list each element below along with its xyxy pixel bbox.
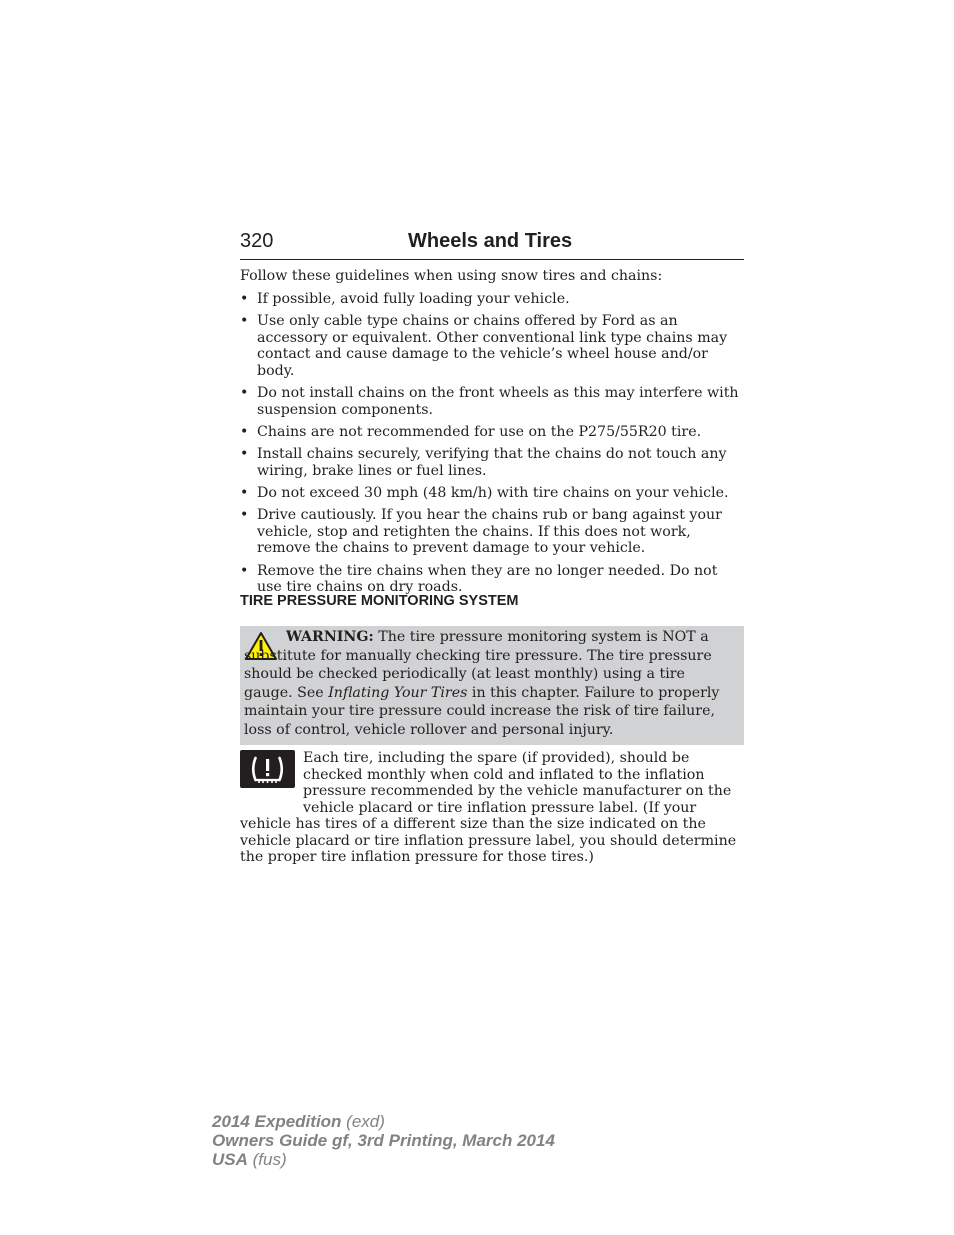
bullet-icon: • [240, 484, 249, 501]
snow-chain-guidelines-list [240, 291, 744, 601]
bullet-icon: • [240, 313, 249, 330]
tpms-paragraph: Each tire, including the spare (if provided), should be checked monthly when cold and inflated to the inflation pressure recommended by the vehicle manufacturer on the vehicle placard or tire inflation pressure label. (If your vehicle has tires of a different size than the size indicated on the vehicle placard or tire inflation pressure label, you should determine the proper tire inflation pressure for those tires.) [240, 750, 737, 865]
list-item: • Use only cable type chains or chains offered by Ford as an accessory or equivalent. Other conventional link type chains may contact and cause damage to the vehicle’s wheel house and/or body. [240, 313, 728, 379]
list-item: • Chains are not recommended for use on the P275/55R20 tire. [240, 423, 702, 440]
warning-text: WARNING: The tire pressure monitoring system is NOT a substitute for manually checking tire pressure. The tire pressure should be checked periodically (at least monthly) using a tire gauge. See Inflating Your Tires in this chapter. Failure to properly maintain your tire pressure could increase the risk of tire failure, loss of control, vehicle rollover and personal injury. [244, 629, 720, 738]
page-footer [212, 1112, 555, 1169]
bullet-icon: • [240, 507, 249, 524]
list-item: • If possible, avoid fully loading your vehicle. [240, 291, 570, 307]
bullet-icon: • [240, 562, 249, 579]
list-item: • Install chains securely, verifying that the chains do not touch any wiring, brake lines or fuel lines. [240, 446, 727, 479]
intro-paragraph: Follow these guidelines when using snow tires and chains: [240, 268, 663, 284]
warning-label: WARNING: [286, 629, 374, 645]
chapter-title: Wheels and Tires [408, 230, 573, 252]
bullet-icon: • [240, 423, 249, 440]
section-heading: TIRE PRESSURE MONITORING SYSTEM [240, 593, 519, 609]
inflating-tires-reference: Inflating Your Tires [328, 684, 468, 701]
bullet-icon: • [240, 385, 249, 402]
list-item: • Drive cautiously. If you hear the chains rub or bang against your vehicle, stop and retighten the chains. If this does not work, remove the chains to prevent damage to your vehicle. [240, 507, 722, 557]
list-item: • Do not install chains on the front wheels as this may interfere with suspension components. [240, 385, 739, 418]
bullet-icon: • [240, 291, 249, 307]
list-item: • Remove the tire chains when they are no longer needed. Do not use tire chains on dry roads. [240, 562, 718, 596]
page-number: 320 [240, 230, 274, 252]
footer-market-line: USA (fus) [212, 1150, 287, 1169]
list-item: • Do not exceed 30 mph (48 km/h) with tire chains on your vehicle. [240, 484, 729, 501]
footer-model-line: 2014 Expedition (exd) [212, 1112, 385, 1131]
page-header [240, 227, 744, 260]
warning-box [240, 626, 744, 745]
bullet-icon: • [240, 446, 249, 463]
footer-printing-line: Owners Guide gf, 3rd Printing, March 2014 [212, 1131, 555, 1150]
